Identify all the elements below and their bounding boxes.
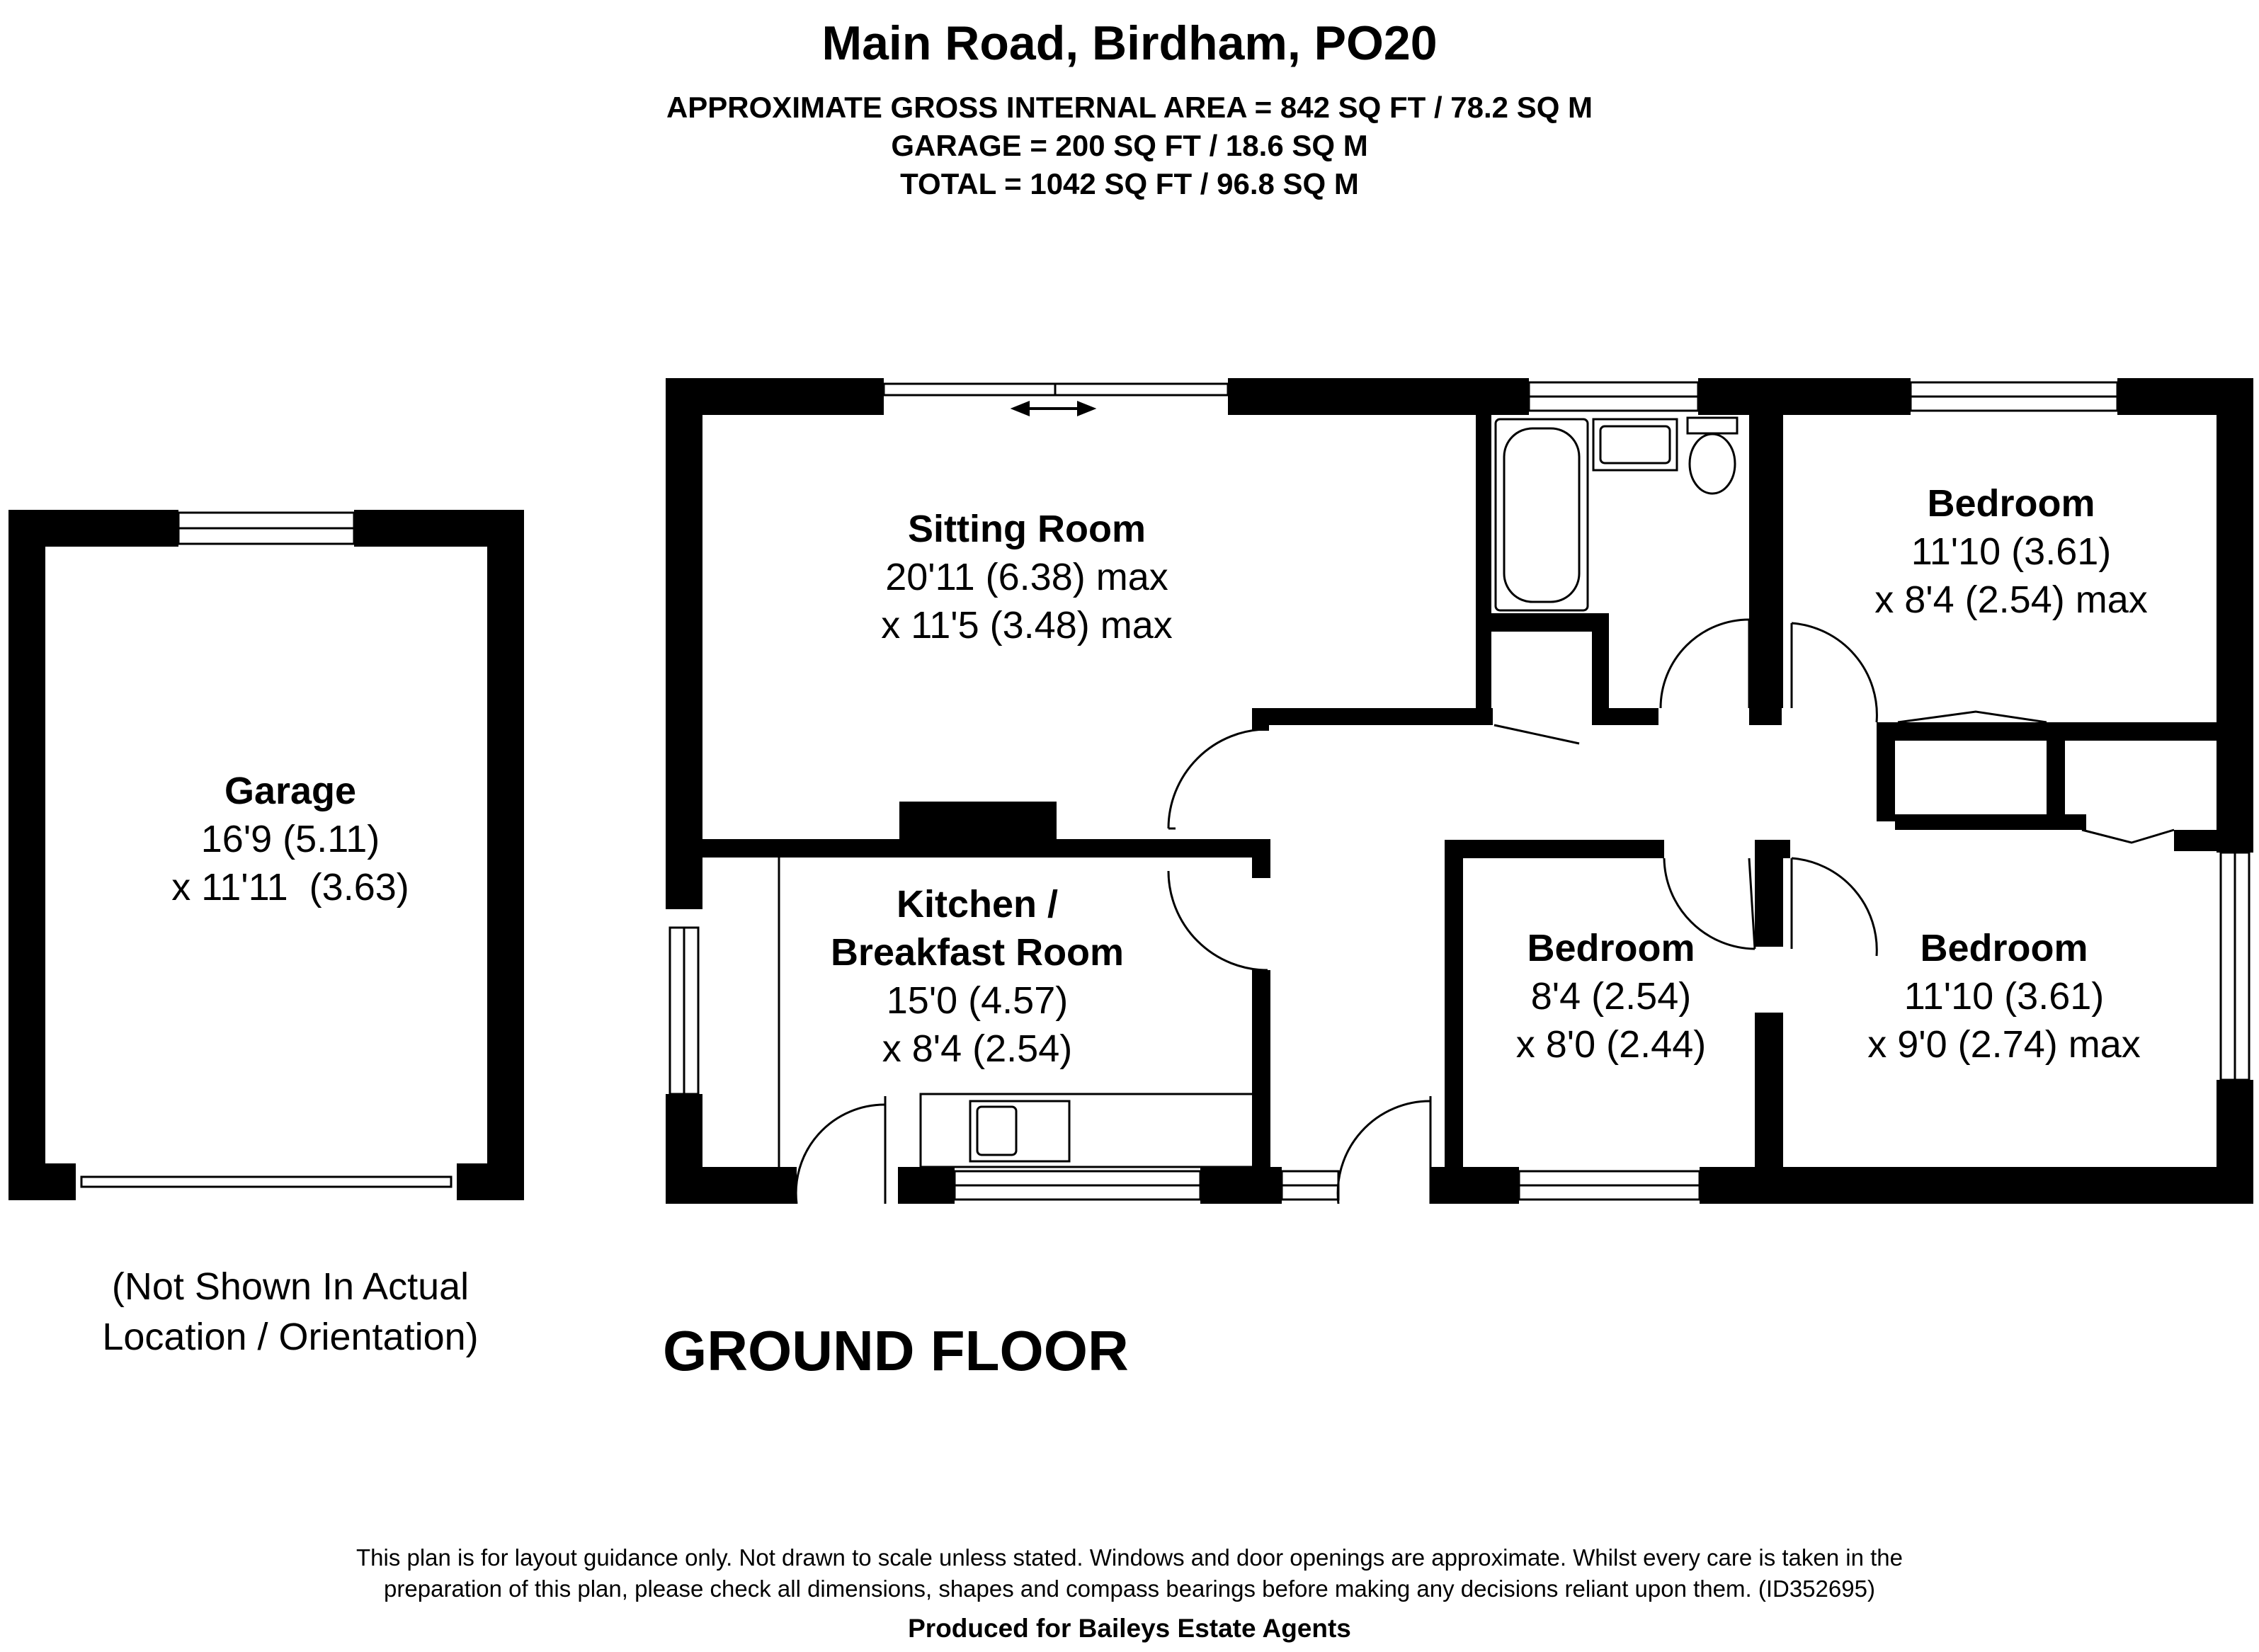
- garage-location-note: [42, 1262, 538, 1363]
- garage-dim1: 16'9 (5.11): [200, 818, 380, 860]
- bathroom-fixtures: [1496, 418, 1737, 610]
- sitting-room-name: Sitting Room: [908, 508, 1146, 550]
- garage-name: Garage: [224, 770, 357, 812]
- sitting-room-dim1: 20'11 (6.38) max: [885, 556, 1168, 598]
- kitchen-name-line1: Kitchen /: [896, 883, 1059, 925]
- garage-window: [178, 513, 354, 544]
- plan-title: Main Road, Birdham, PO20: [821, 16, 1438, 70]
- garage-label: [106, 772, 474, 906]
- bedroom-small-label: [1480, 929, 1742, 1064]
- bedroom-top-dim1: 11'10 (3.61): [1911, 530, 2112, 573]
- disclaimer: [0, 1542, 2259, 1604]
- sitting-room-label: [871, 510, 1183, 644]
- garage-door: [81, 1177, 451, 1187]
- total-area: TOTAL = 1042 SQ FT / 96.8 SQ M: [900, 167, 1359, 200]
- garage-note-line2: Location / Orientation): [102, 1316, 479, 1359]
- sitting-room-dim2: x 11'5 (3.48) max: [881, 604, 1173, 646]
- kitchen-dim2: x 8'4 (2.54): [882, 1027, 1073, 1070]
- bedroom-small-dim2: x 8'0 (2.44): [1515, 1023, 1707, 1066]
- garage-area: GARAGE = 200 SQ FT / 18.6 SQ M: [891, 129, 1368, 162]
- kitchen-label: [793, 885, 1161, 1068]
- kitchen-dim1: 15'0 (4.57): [886, 979, 1069, 1022]
- kitchen-name-line2: Breakfast Room: [830, 931, 1125, 974]
- bedroom-small-dim1: 8'4 (2.54): [1530, 975, 1692, 1018]
- bedroom-right-dim2: x 9'0 (2.74) max: [1867, 1023, 2141, 1066]
- disclaimer-line2: preparation of this plan, please check all dimensions, shapes and compass bearings before making any decisions reliant upon them. (ID352695): [384, 1575, 1875, 1602]
- bedroom-top-name: Bedroom: [1927, 482, 2095, 525]
- bedroom-top-dim2: x 8'4 (2.54) max: [1874, 579, 2148, 621]
- sliding-door-arrow: [1014, 403, 1093, 414]
- floor-label: GROUND FLOOR: [663, 1319, 1129, 1382]
- bedroom-right-name: Bedroom: [1920, 927, 2088, 969]
- bedroom-right-dim1: 11'10 (3.61): [1904, 975, 2105, 1018]
- gross-internal-area: APPROXIMATE GROSS INTERNAL AREA = 842 SQ FT / 78.2 SQ M: [666, 91, 1593, 124]
- bedroom-small-name: Bedroom: [1527, 927, 1695, 969]
- garage-dim2: x 11'11 (3.63): [171, 866, 409, 908]
- bedroom-right-label: [1827, 929, 2181, 1064]
- bedroom-top-label: [1841, 484, 2181, 619]
- disclaimer-line1: This plan is for layout guidance only. Not drawn to scale unless stated. Windows and door openings are approximate. Whilst every care is taken in the: [355, 1544, 1904, 1571]
- produced-for: Produced for Baileys Estate Agents: [908, 1614, 1351, 1643]
- garage-note-line1: (Not Shown In Actual: [111, 1265, 470, 1308]
